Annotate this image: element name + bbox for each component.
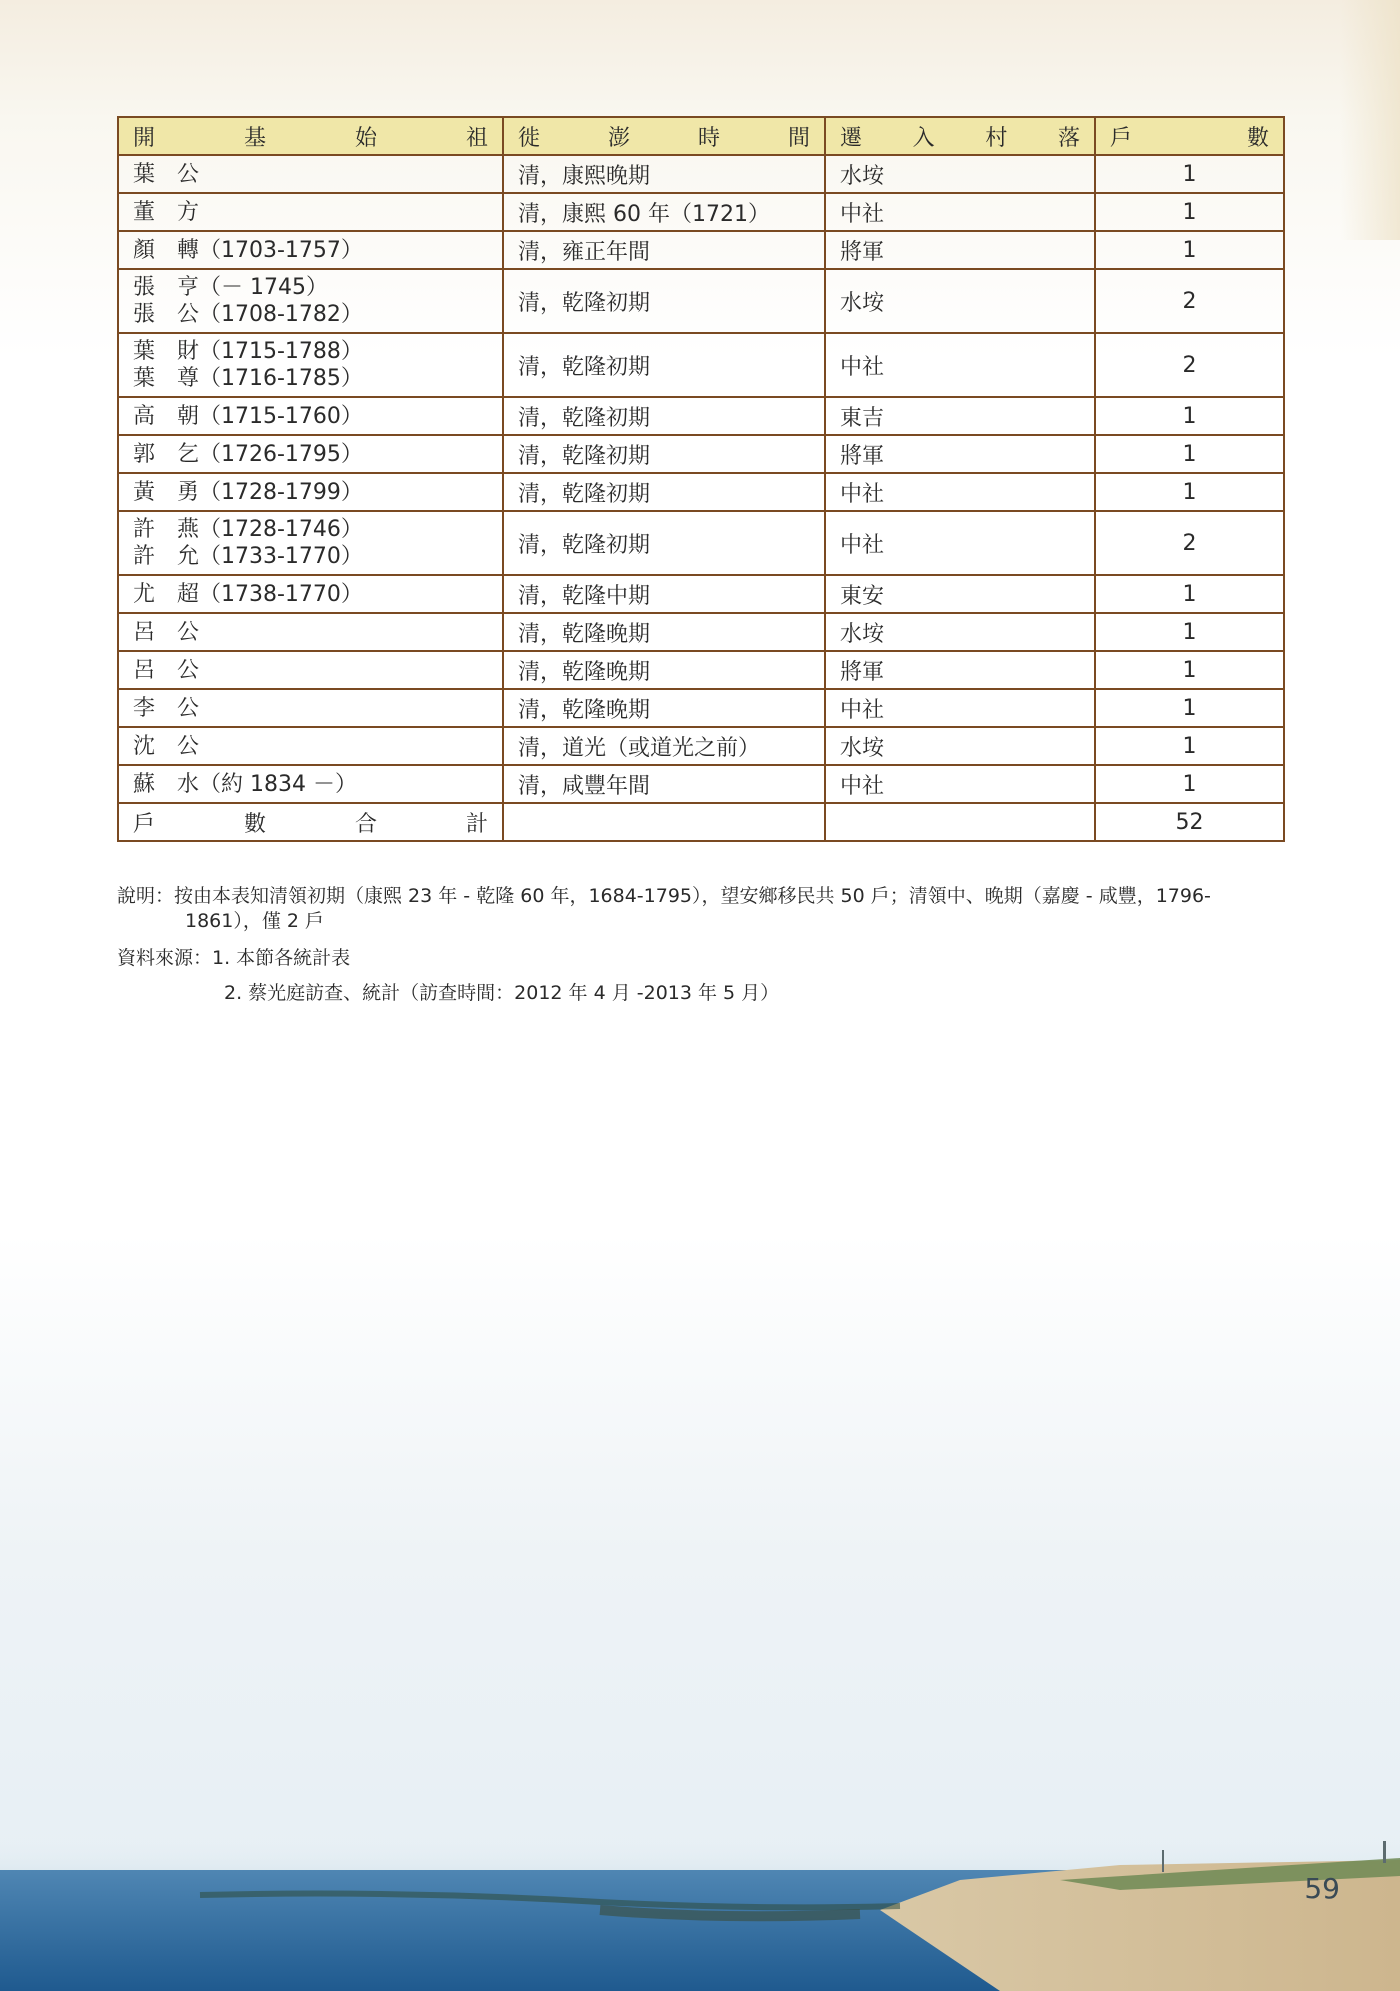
- cell-village: 水垵: [825, 613, 1095, 651]
- coastal-landscape-image: [0, 1840, 1400, 1991]
- cell-village: 中社: [825, 511, 1095, 575]
- table-row: [118, 333, 1284, 397]
- cell-village: 中社: [825, 333, 1095, 397]
- cell-village: 水垵: [825, 727, 1095, 765]
- table-row: [118, 473, 1284, 511]
- cell-time: 清，乾隆初期: [503, 269, 825, 333]
- cell-time: 清，乾隆晚期: [503, 689, 825, 727]
- table-row: [118, 689, 1284, 727]
- cell-time: 清，咸豐年間: [503, 765, 825, 803]
- cell-ancestor: 張 亨（－ 1745） 張 公（1708-1782）: [118, 269, 503, 333]
- cell-ancestor: 沈 公: [118, 727, 503, 765]
- cell-village: 東安: [825, 575, 1095, 613]
- cell-ancestor: 葉 公: [118, 155, 503, 193]
- page-number: 59: [1304, 1872, 1340, 1905]
- cell-ancestor: 尤 超（1738-1770）: [118, 575, 503, 613]
- cell-time: 清，乾隆晚期: [503, 651, 825, 689]
- cell-count: 1: [1095, 575, 1284, 613]
- source-note-2: 2. 蔡光庭訪查、統計（訪查時間：2012 年 4 月 -2013 年 5 月）: [224, 982, 780, 1004]
- header-village: 遷 入 村 落: [825, 117, 1095, 155]
- cell-ancestor: 葉 財（1715-1788） 葉 尊（1716-1785）: [118, 333, 503, 397]
- cell-time: 清，雍正年間: [503, 231, 825, 269]
- cell-time: 清，乾隆初期: [503, 333, 825, 397]
- cell-village: 中社: [825, 765, 1095, 803]
- cell-time: 清，道光（或道光之前）: [503, 727, 825, 765]
- cell-time: 清，康熙 60 年（1721）: [503, 193, 825, 231]
- cell-ancestor: 呂 公: [118, 651, 503, 689]
- cell-village: 水垵: [825, 155, 1095, 193]
- cell-count: 1: [1095, 231, 1284, 269]
- total-count: 52: [1095, 803, 1284, 841]
- cell-count: 1: [1095, 473, 1284, 511]
- cell-count: 1: [1095, 435, 1284, 473]
- cell-time: 清，乾隆初期: [503, 511, 825, 575]
- cell-count: 1: [1095, 155, 1284, 193]
- cell-ancestor: 郭 乞（1726-1795）: [118, 435, 503, 473]
- cell-time: 清，乾隆中期: [503, 575, 825, 613]
- cell-count: 1: [1095, 765, 1284, 803]
- cell-count: 1: [1095, 193, 1284, 231]
- cell-village: 東吉: [825, 397, 1095, 435]
- cell-count: 1: [1095, 613, 1284, 651]
- table-row: [118, 651, 1284, 689]
- total-row: [118, 803, 1284, 841]
- cell-ancestor: 蘇 水（約 1834 －）: [118, 765, 503, 803]
- cell-count: 2: [1095, 269, 1284, 333]
- cell-village: 將軍: [825, 231, 1095, 269]
- total-label: 戶 數 合 計: [118, 803, 503, 841]
- header-households: 戶 數: [1095, 117, 1284, 155]
- table-row: [118, 765, 1284, 803]
- cell-count: 1: [1095, 727, 1284, 765]
- table-row: [118, 613, 1284, 651]
- cell-count: 1: [1095, 689, 1284, 727]
- cell-time: 清，乾隆初期: [503, 473, 825, 511]
- cell-ancestor: 高 朝（1715-1760）: [118, 397, 503, 435]
- cell-count: 1: [1095, 651, 1284, 689]
- table-header-row: [118, 117, 1284, 155]
- cell-village: 將軍: [825, 651, 1095, 689]
- cell-time: 清，乾隆初期: [503, 435, 825, 473]
- source-note-1: 資料來源：1. 本節各統計表: [117, 947, 351, 969]
- cell-village: 中社: [825, 689, 1095, 727]
- table-row: [118, 231, 1284, 269]
- total-empty-village: [825, 803, 1095, 841]
- cell-village: 將軍: [825, 435, 1095, 473]
- cell-ancestor: 黃 勇（1728-1799）: [118, 473, 503, 511]
- cell-ancestor: 許 燕（1728-1746） 許 允（1733-1770）: [118, 511, 503, 575]
- table-row: [118, 397, 1284, 435]
- table-row: [118, 269, 1284, 333]
- cell-ancestor: 顏 轉（1703-1757）: [118, 231, 503, 269]
- cell-ancestor: 呂 公: [118, 613, 503, 651]
- page-edge-band: [1340, 0, 1400, 240]
- table-row: [118, 575, 1284, 613]
- cell-count: 1: [1095, 397, 1284, 435]
- cell-count: 2: [1095, 333, 1284, 397]
- cell-village: 水垵: [825, 269, 1095, 333]
- explanation-note: 說明：按由本表知清領初期（康熙 23 年 - 乾隆 60 年，1684-1795），望安鄉移民共 50 戶；清領中、晚期（嘉慶 - 咸豐，1796-1861），僅 2 戶: [117, 885, 1211, 932]
- cell-time: 清，乾隆晚期: [503, 613, 825, 651]
- cell-village: 中社: [825, 193, 1095, 231]
- header-ancestor: 開 基 始 祖: [118, 117, 503, 155]
- cell-ancestor: 李 公: [118, 689, 503, 727]
- table-row: [118, 727, 1284, 765]
- cell-time: 清，乾隆初期: [503, 397, 825, 435]
- table-row: [118, 511, 1284, 575]
- table-notes: [117, 884, 1287, 1006]
- cell-time: 清，康熙晚期: [503, 155, 825, 193]
- header-migration-time: 徙 澎 時 間: [503, 117, 825, 155]
- table-row: [118, 155, 1284, 193]
- cell-count: 2: [1095, 511, 1284, 575]
- total-empty-time: [503, 803, 825, 841]
- table-row: [118, 193, 1284, 231]
- migration-table: [117, 116, 1285, 842]
- table-row: [118, 435, 1284, 473]
- cell-ancestor: 董 方: [118, 193, 503, 231]
- cell-village: 中社: [825, 473, 1095, 511]
